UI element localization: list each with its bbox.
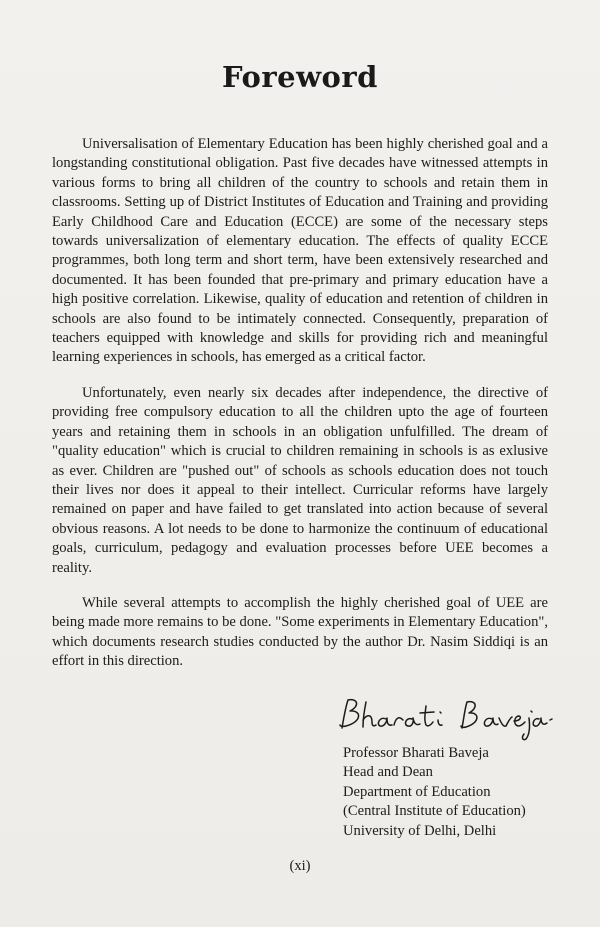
signatory-department: Department of Education (343, 783, 491, 800)
foreword-body (52, 135, 548, 688)
paragraph-2: Unfortunately, even nearly six decades after independence, the directive of providing free compulsory education to all the children upto the age of fourteen years and retaining them in schools in an obligation unfulfilled. The dream of "quality education" which is crucial to children remaining in schools is as exlusive as ever. Children are "pushed out" of schools as schools education does not touch their lives nor does it appeal to their intellect. Curricular reforms have largely remained on paper and have failed to get translated into action because of several obvious reasons. A lot needs to be done to harmonize the continuum of educational goals, curriculum, pedagogy and evaluation processes before UEE becomes a reality. (52, 384, 548, 576)
paragraph-1: Universalisation of Elementary Education has been highly cherished goal and a longstanding constitutional obligation. Past five decades have witnessed attempts in various forms to bring all children of the country to schools and retain them in classrooms. Setting up of District Institutes of Education and Training and providing Early Childhood Care and Education (ECCE) are some of the necessary steps towards universalization of elementary education. The effects of quality ECCE programmes, both long term and short term, have been extensively researched and documented. It has been founded that pre-primary and primary education have a high positive correlation. Likewise, quality of education and retention of children in schools are also found to be intimately connected. Consequently, preparation of teachers equipped with knowledge and skills for providing rich and meaningful learning experiences in schools, has emerged as a critical factor. (52, 136, 548, 366)
signatory-title: Head and Dean (343, 764, 433, 781)
paragraph-3: While several attempts to accomplish the highly cherished goal of UEE are being made more remains to be done. "Some experiments in Elementary Education", which documents research studies conducted by the author Dr. Nasim Siddiqi is an effort in this direction. (52, 594, 548, 670)
signatory-block (343, 744, 563, 841)
signatory-name: Professor Bharati Baveja (343, 745, 489, 761)
handwritten-signature (332, 692, 562, 742)
signatory-institute: (Central Institute of Education) (343, 803, 526, 820)
page-title: Foreword (222, 60, 378, 94)
page-number: (xi) (289, 858, 311, 874)
signatory-university: University of Delhi, Delhi (343, 822, 497, 839)
